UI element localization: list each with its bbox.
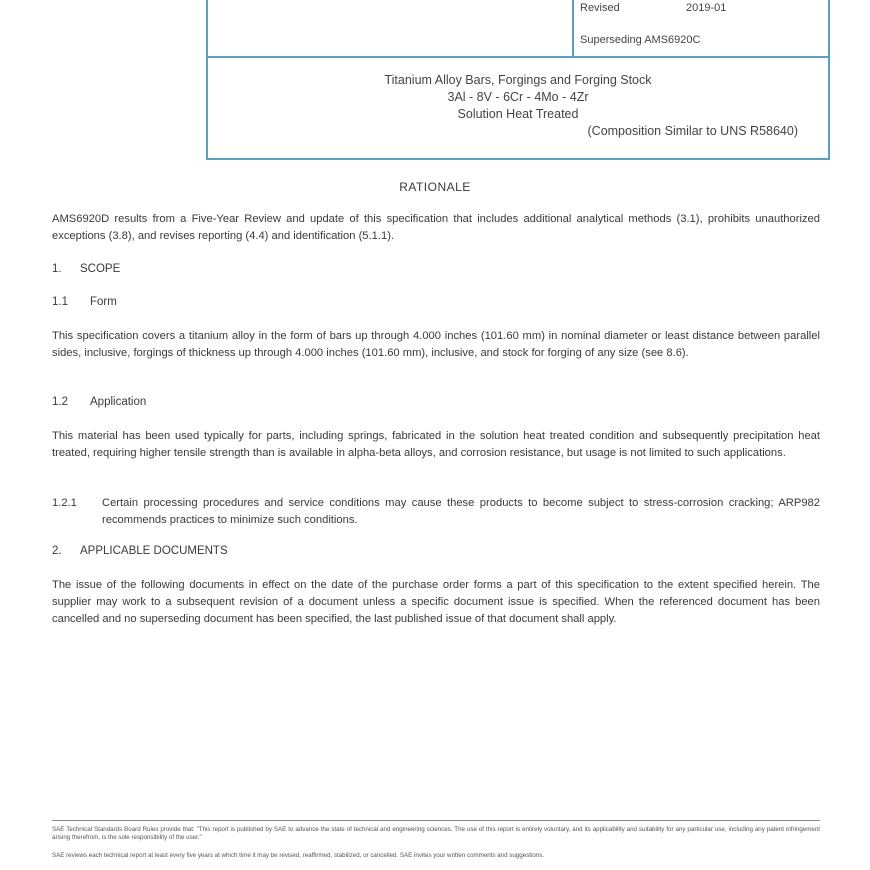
footer-disclaimer: SAE Technical Standards Board Rules provide that: "This report is published by SAE to advance the state of technical and engineering sciences. The use of this report is entirely voluntary, and its applicability and suitability for any particular use, including any patent infringement arising therefrom, is the sole responsibility of the user." xyxy=(52,826,820,841)
title-line-2: 3Al - 8V - 6Cr - 4Mo - 4Zr xyxy=(447,90,589,104)
rationale-heading: RATIONALE xyxy=(399,180,471,194)
revised-label: Revised xyxy=(580,2,620,14)
section-applicable-docs-heading xyxy=(52,545,228,557)
footer-divider xyxy=(52,820,820,821)
title-header-box xyxy=(206,0,830,160)
section-number: 1.1 xyxy=(52,296,68,308)
applicable-docs-paragraph: The issue of the following documents in effect on the date of the purchase order forms a part of this specification to the extent specified herein. The supplier may work to a subsequent revision of a document unless a specific document issue is specified. When the referenced document has been cancelled and no superseding document has been specified, the last published issue of that document shall apply. xyxy=(52,579,820,625)
section-title: APPLICABLE DOCUMENTS xyxy=(80,545,228,557)
composition-line: (Composition Similar to UNS R58640) xyxy=(587,124,798,138)
title-line-3: Solution Heat Treated xyxy=(457,107,579,121)
section-number: 1. xyxy=(52,263,62,275)
section-scope-heading xyxy=(52,263,120,275)
revised-date: 2019-01 xyxy=(686,2,727,14)
form-paragraph: This specification covers a titanium alloy in the form of bars up through 4.000 inches (101.60 mm) in nominal diameter or least distance between parallel sides, inclusive, forgings of thickness up through 4.000 inches (101.60 mm), inclusive, and stock for forging of any size (see 8.6). xyxy=(52,330,820,359)
document-title xyxy=(208,72,828,140)
section-title: SCOPE xyxy=(80,263,121,275)
application-subsection xyxy=(52,495,820,529)
section-application-heading xyxy=(52,396,146,408)
section-title: Form xyxy=(90,296,117,308)
title-line-1: Titanium Alloy Bars, Forgings and Forging Stock xyxy=(384,73,652,87)
subsection-number: 1.2.1 xyxy=(52,497,77,509)
section-number: 2. xyxy=(52,545,62,557)
subsection-text: Certain processing procedures and service conditions may cause these products to become subject to stress-corrosion cracking; ARP982 recommends practices to minimize such conditions. xyxy=(102,497,820,526)
section-title: Application xyxy=(90,396,147,408)
footer-review-note: SAE reviews each technical report at least every five years at which time it may be revised, reaffirmed, stabilized, or cancelled. SAE invites your written comments and suggestions. xyxy=(52,852,545,859)
rationale-text: AMS6920D results from a Five-Year Review and update of this specification that includes additional analytical methods (3.1), prohibits unauthorized exceptions (3.8), and revises reporting (4.4) and identification (5.1.1). xyxy=(52,213,820,242)
application-paragraph: This material has been used typically for parts, including springs, fabricated in the solution heat treated condition and subsequently precipitation heat treated, requiring higher tensile strength than is available in alpha-beta alloys, and corrosion resistance, but usage is not limited to such applications. xyxy=(52,430,820,459)
header-horizontal-divider xyxy=(208,56,828,58)
section-form-heading xyxy=(52,296,117,308)
superseding-note: Superseding AMS6920C xyxy=(580,34,701,46)
header-vertical-divider xyxy=(572,0,574,56)
section-number: 1.2 xyxy=(52,396,68,408)
